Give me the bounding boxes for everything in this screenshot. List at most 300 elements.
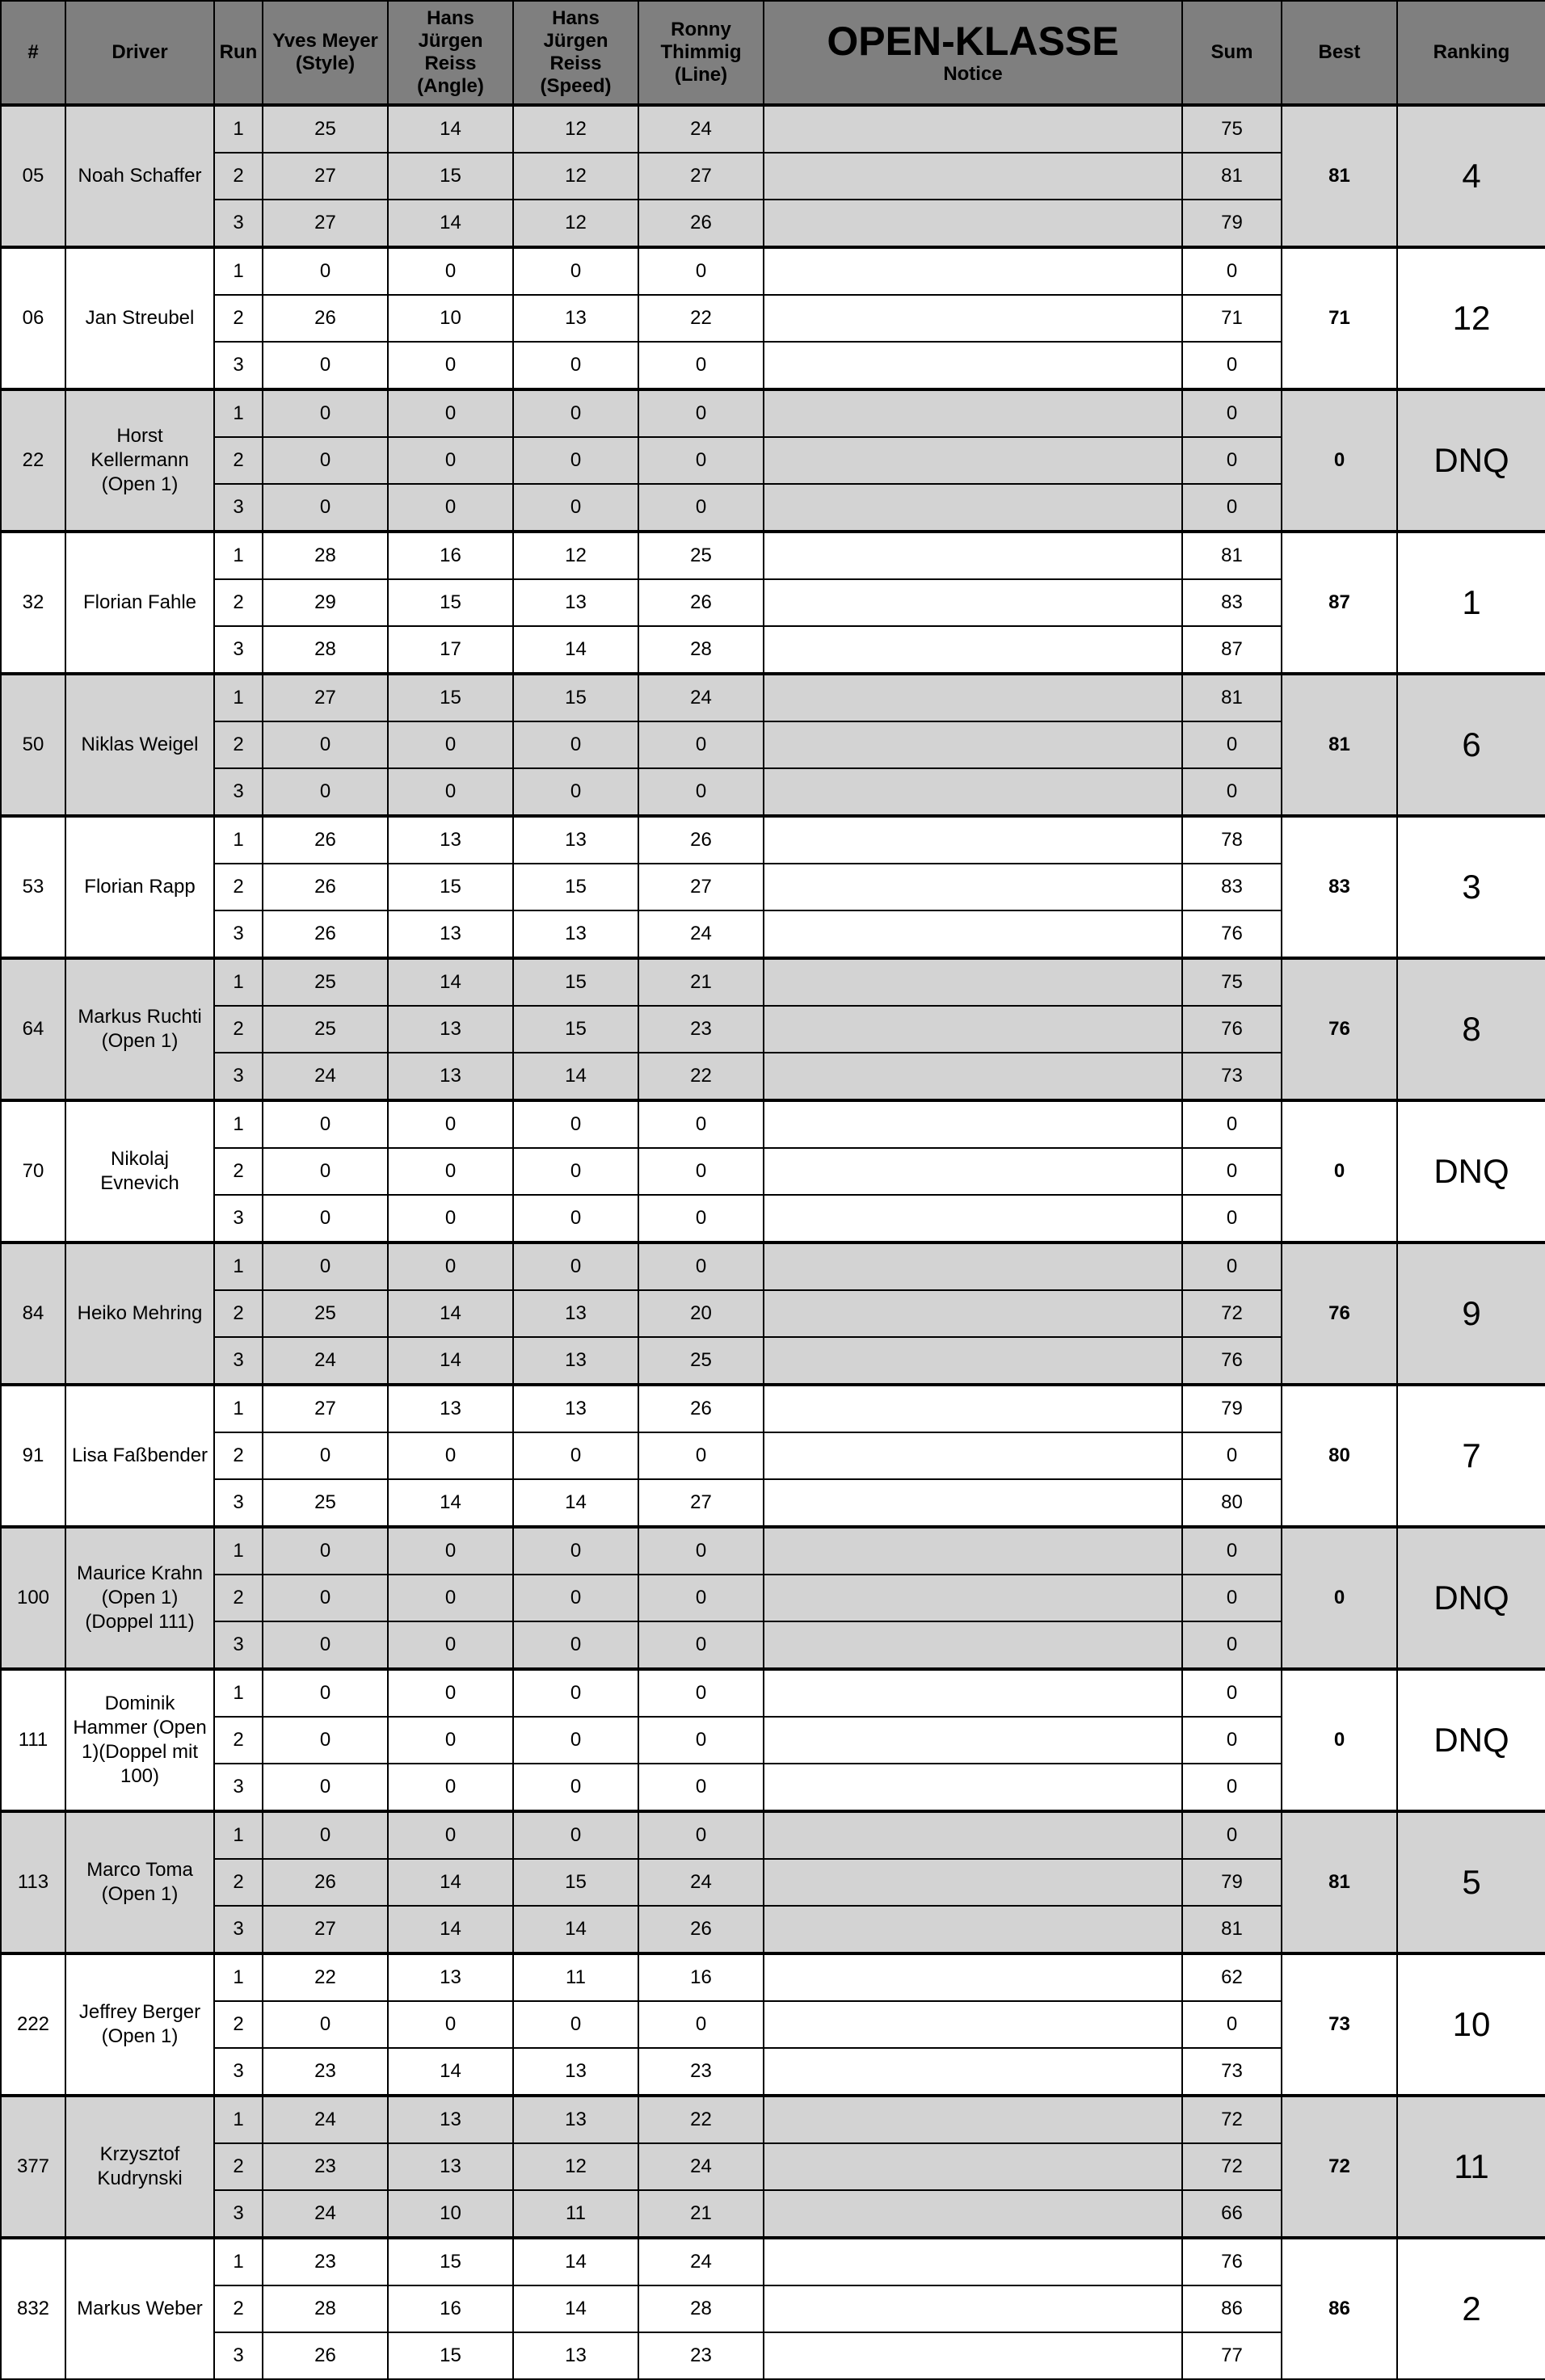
driver-name-cell: Florian Rapp <box>65 816 214 958</box>
score-line-cell: 0 <box>638 1669 764 1717</box>
score-line-cell: 20 <box>638 1290 764 1337</box>
sum-cell: 72 <box>1182 2143 1282 2190</box>
table-row <box>1 247 1545 295</box>
score-line-cell: 0 <box>638 1432 764 1479</box>
table-row <box>1 816 1545 864</box>
driver-name-cell: Florian Fahle <box>65 532 214 674</box>
table-row <box>1 958 1545 1006</box>
sum-cell: 73 <box>1182 1053 1282 1100</box>
score-angle-cell: 13 <box>388 1053 513 1100</box>
score-line-cell: 0 <box>638 1527 764 1575</box>
score-line-cell: 0 <box>638 1100 764 1148</box>
score-speed-cell: 0 <box>513 1717 638 1764</box>
score-style-cell: 0 <box>263 1195 388 1243</box>
score-style-cell: 0 <box>263 721 388 768</box>
notice-cell <box>764 2238 1182 2285</box>
ranking-cell: DNQ <box>1397 1527 1545 1669</box>
score-angle-cell: 0 <box>388 1764 513 1811</box>
score-angle-cell: 13 <box>388 1385 513 1432</box>
score-line-cell: 0 <box>638 1621 764 1669</box>
run-number-cell: 1 <box>214 2238 263 2285</box>
score-line-cell: 27 <box>638 153 764 200</box>
notice-cell <box>764 342 1182 389</box>
score-speed-cell: 15 <box>513 1006 638 1053</box>
score-style-cell: 26 <box>263 816 388 864</box>
score-style-cell: 0 <box>263 2001 388 2048</box>
driver-number-cell: 70 <box>1 1100 65 1243</box>
score-style-cell: 25 <box>263 1479 388 1527</box>
ranking-cell: 8 <box>1397 958 1545 1100</box>
sum-cell: 0 <box>1182 342 1282 389</box>
sum-cell: 76 <box>1182 1006 1282 1053</box>
score-style-cell: 0 <box>263 1148 388 1195</box>
notice-cell <box>764 674 1182 721</box>
score-line-cell: 23 <box>638 2048 764 2096</box>
best-cell: 81 <box>1282 1811 1397 1953</box>
score-angle-cell: 15 <box>388 864 513 910</box>
notice-cell <box>764 1859 1182 1906</box>
score-style-cell: 28 <box>263 2285 388 2332</box>
score-angle-cell: 14 <box>388 1859 513 1906</box>
score-angle-cell: 0 <box>388 1243 513 1290</box>
run-number-cell: 1 <box>214 1527 263 1575</box>
score-angle-cell: 14 <box>388 958 513 1006</box>
score-line-cell: 25 <box>638 1337 764 1385</box>
driver-name-cell: Lisa Faßbender <box>65 1385 214 1527</box>
score-line-cell: 26 <box>638 200 764 247</box>
best-cell: 86 <box>1282 2238 1397 2379</box>
ranking-cell: 12 <box>1397 247 1545 389</box>
score-speed-cell: 14 <box>513 1906 638 1953</box>
notice-cell <box>764 1148 1182 1195</box>
score-speed-cell: 14 <box>513 626 638 674</box>
score-line-cell: 16 <box>638 1953 764 2001</box>
driver-name-cell: Maurice Krahn (Open 1)(Doppel 111) <box>65 1527 214 1669</box>
best-cell: 0 <box>1282 389 1397 532</box>
score-angle-cell: 13 <box>388 910 513 958</box>
header-judge-line-line: (Line) <box>674 64 728 86</box>
driver-number-cell: 91 <box>1 1385 65 1527</box>
run-number-cell: 1 <box>214 247 263 295</box>
sum-cell: 81 <box>1182 532 1282 579</box>
header-judge-speed-line: Reiss <box>549 53 602 74</box>
sum-cell: 87 <box>1182 626 1282 674</box>
class-title: OPEN-KLASSE <box>827 19 1119 64</box>
score-angle-cell: 13 <box>388 816 513 864</box>
run-number-cell: 2 <box>214 864 263 910</box>
sum-cell: 0 <box>1182 247 1282 295</box>
score-speed-cell: 0 <box>513 247 638 295</box>
score-style-cell: 0 <box>263 437 388 484</box>
score-speed-cell: 11 <box>513 1953 638 2001</box>
score-line-cell: 0 <box>638 1811 764 1859</box>
score-line-cell: 0 <box>638 721 764 768</box>
score-style-cell: 25 <box>263 105 388 153</box>
notice-cell <box>764 2048 1182 2096</box>
notice-cell <box>764 1621 1182 1669</box>
ranking-cell: 3 <box>1397 816 1545 958</box>
score-angle-cell: 0 <box>388 1669 513 1717</box>
run-number-cell: 1 <box>214 532 263 579</box>
sum-cell: 0 <box>1182 1148 1282 1195</box>
score-style-cell: 0 <box>263 768 388 816</box>
score-angle-cell: 15 <box>388 2332 513 2379</box>
header-judge-speed <box>513 1 638 105</box>
notice-cell <box>764 2332 1182 2379</box>
run-number-cell: 3 <box>214 768 263 816</box>
notice-cell <box>764 768 1182 816</box>
score-style-cell: 0 <box>263 1243 388 1290</box>
score-line-cell: 23 <box>638 1006 764 1053</box>
header-judge-speed-line: Hans <box>552 7 600 29</box>
driver-name-cell: Niklas Weigel <box>65 674 214 816</box>
score-speed-cell: 13 <box>513 2332 638 2379</box>
score-speed-cell: 12 <box>513 532 638 579</box>
sum-cell: 83 <box>1182 579 1282 626</box>
score-angle-cell: 14 <box>388 2048 513 2096</box>
notice-cell <box>764 579 1182 626</box>
sum-cell: 0 <box>1182 1621 1282 1669</box>
notice-cell <box>764 721 1182 768</box>
header-judge-angle-line: (Angle) <box>417 75 484 97</box>
sum-cell: 62 <box>1182 1953 1282 2001</box>
score-angle-cell: 13 <box>388 1006 513 1053</box>
score-style-cell: 0 <box>263 342 388 389</box>
notice-cell <box>764 626 1182 674</box>
score-speed-cell: 14 <box>513 1053 638 1100</box>
sum-cell: 0 <box>1182 389 1282 437</box>
score-angle-cell: 0 <box>388 1621 513 1669</box>
score-speed-cell: 14 <box>513 1479 638 1527</box>
score-angle-cell: 10 <box>388 2190 513 2238</box>
notice-cell <box>764 1195 1182 1243</box>
header-notice: Notice <box>943 63 1003 85</box>
ranking-cell: 10 <box>1397 1953 1545 2096</box>
driver-number-cell: 84 <box>1 1243 65 1385</box>
score-style-cell: 0 <box>263 1100 388 1148</box>
best-cell: 76 <box>1282 1243 1397 1385</box>
ranking-cell: DNQ <box>1397 389 1545 532</box>
ranking-cell: 9 <box>1397 1243 1545 1385</box>
score-speed-cell: 0 <box>513 768 638 816</box>
best-cell: 0 <box>1282 1669 1397 1811</box>
ranking-cell: 6 <box>1397 674 1545 816</box>
sum-cell: 77 <box>1182 2332 1282 2379</box>
run-number-cell: 1 <box>214 1811 263 1859</box>
score-speed-cell: 0 <box>513 2001 638 2048</box>
run-number-cell: 3 <box>214 2190 263 2238</box>
header-driver: Driver <box>65 1 214 105</box>
score-style-cell: 23 <box>263 2238 388 2285</box>
score-speed-cell: 12 <box>513 153 638 200</box>
header-judge-speed-line: (Speed) <box>540 75 612 97</box>
table-row <box>1 1669 1545 1717</box>
sum-cell: 81 <box>1182 153 1282 200</box>
score-line-cell: 26 <box>638 816 764 864</box>
sum-cell: 0 <box>1182 721 1282 768</box>
notice-cell <box>764 247 1182 295</box>
notice-cell <box>764 389 1182 437</box>
notice-cell <box>764 200 1182 247</box>
run-number-cell: 2 <box>214 1432 263 1479</box>
score-line-cell: 0 <box>638 1195 764 1243</box>
score-angle-cell: 16 <box>388 2285 513 2332</box>
sum-cell: 73 <box>1182 2048 1282 2096</box>
sum-cell: 75 <box>1182 958 1282 1006</box>
ranking-cell: 7 <box>1397 1385 1545 1527</box>
sum-cell: 75 <box>1182 105 1282 153</box>
driver-number-cell: 06 <box>1 247 65 389</box>
driver-name-cell: Markus Ruchti (Open 1) <box>65 958 214 1100</box>
score-speed-cell: 13 <box>513 910 638 958</box>
score-speed-cell: 0 <box>513 1669 638 1717</box>
sum-cell: 86 <box>1182 2285 1282 2332</box>
run-number-cell: 2 <box>214 1006 263 1053</box>
score-speed-cell: 12 <box>513 2143 638 2190</box>
driver-number-cell: 32 <box>1 532 65 674</box>
table-row <box>1 532 1545 579</box>
run-number-cell: 2 <box>214 1575 263 1621</box>
run-number-cell: 3 <box>214 342 263 389</box>
score-line-cell: 0 <box>638 1148 764 1195</box>
score-angle-cell: 17 <box>388 626 513 674</box>
best-cell: 73 <box>1282 1953 1397 2096</box>
notice-cell <box>764 295 1182 342</box>
score-line-cell: 24 <box>638 105 764 153</box>
best-cell: 87 <box>1282 532 1397 674</box>
score-style-cell: 0 <box>263 1621 388 1669</box>
notice-cell <box>764 153 1182 200</box>
driver-name-cell: Marco Toma (Open 1) <box>65 1811 214 1953</box>
run-number-cell: 2 <box>214 437 263 484</box>
table-row <box>1 1527 1545 1575</box>
score-line-cell: 26 <box>638 1385 764 1432</box>
score-speed-cell: 0 <box>513 1148 638 1195</box>
score-line-cell: 25 <box>638 532 764 579</box>
driver-number-cell: 113 <box>1 1811 65 1953</box>
table-row <box>1 389 1545 437</box>
score-speed-cell: 14 <box>513 2285 638 2332</box>
score-line-cell: 0 <box>638 1243 764 1290</box>
score-speed-cell: 15 <box>513 864 638 910</box>
score-speed-cell: 0 <box>513 342 638 389</box>
notice-cell <box>764 437 1182 484</box>
notice-cell <box>764 2001 1182 2048</box>
header-judge-style-line: (Style) <box>295 53 356 74</box>
notice-cell <box>764 864 1182 910</box>
sum-cell: 71 <box>1182 295 1282 342</box>
notice-cell <box>764 2143 1182 2190</box>
run-number-cell: 3 <box>214 1337 263 1385</box>
score-angle-cell: 0 <box>388 1527 513 1575</box>
score-speed-cell: 13 <box>513 1337 638 1385</box>
score-speed-cell: 15 <box>513 1859 638 1906</box>
score-angle-cell: 0 <box>388 247 513 295</box>
score-style-cell: 0 <box>263 1717 388 1764</box>
run-number-cell: 2 <box>214 721 263 768</box>
score-line-cell: 22 <box>638 1053 764 1100</box>
sum-cell: 79 <box>1182 1859 1282 1906</box>
table-row <box>1 1953 1545 2001</box>
driver-number-cell: 50 <box>1 674 65 816</box>
driver-number-cell: 22 <box>1 389 65 532</box>
table-row <box>1 1385 1545 1432</box>
score-speed-cell: 12 <box>513 200 638 247</box>
score-line-cell: 0 <box>638 768 764 816</box>
table-row <box>1 1100 1545 1148</box>
score-line-cell: 0 <box>638 389 764 437</box>
table-row <box>1 1243 1545 1290</box>
run-number-cell: 3 <box>214 2332 263 2379</box>
run-number-cell: 3 <box>214 1053 263 1100</box>
score-line-cell: 26 <box>638 1906 764 1953</box>
score-speed-cell: 0 <box>513 1764 638 1811</box>
score-angle-cell: 13 <box>388 2096 513 2143</box>
score-line-cell: 0 <box>638 2001 764 2048</box>
header-judge-line <box>638 1 764 105</box>
table-row <box>1 2238 1545 2285</box>
notice-cell <box>764 2190 1182 2238</box>
ranking-cell: 2 <box>1397 2238 1545 2379</box>
score-angle-cell: 0 <box>388 437 513 484</box>
run-number-cell: 1 <box>214 958 263 1006</box>
notice-cell <box>764 484 1182 532</box>
score-speed-cell: 0 <box>513 1811 638 1859</box>
notice-cell <box>764 958 1182 1006</box>
run-number-cell: 2 <box>214 579 263 626</box>
score-angle-cell: 0 <box>388 1148 513 1195</box>
sum-cell: 81 <box>1182 1906 1282 1953</box>
notice-cell <box>764 1432 1182 1479</box>
score-line-cell: 24 <box>638 2238 764 2285</box>
sum-cell: 0 <box>1182 1527 1282 1575</box>
run-number-cell: 1 <box>214 2096 263 2143</box>
score-speed-cell: 0 <box>513 437 638 484</box>
score-speed-cell: 0 <box>513 1100 638 1148</box>
score-style-cell: 24 <box>263 1337 388 1385</box>
header-class-notice <box>764 1 1182 105</box>
header-judge-angle-line: Hans <box>427 7 474 29</box>
score-angle-cell: 13 <box>388 1953 513 2001</box>
score-line-cell: 22 <box>638 295 764 342</box>
score-speed-cell: 13 <box>513 2048 638 2096</box>
score-style-cell: 0 <box>263 389 388 437</box>
driver-name-cell: Horst Kellermann (Open 1) <box>65 389 214 532</box>
score-style-cell: 26 <box>263 295 388 342</box>
score-speed-cell: 13 <box>513 2096 638 2143</box>
notice-cell <box>764 1527 1182 1575</box>
driver-number-cell: 377 <box>1 2096 65 2238</box>
sum-cell: 0 <box>1182 1575 1282 1621</box>
score-line-cell: 23 <box>638 2332 764 2379</box>
notice-cell <box>764 1575 1182 1621</box>
best-cell: 83 <box>1282 816 1397 958</box>
sum-cell: 0 <box>1182 1100 1282 1148</box>
score-angle-cell: 15 <box>388 579 513 626</box>
best-cell: 80 <box>1282 1385 1397 1527</box>
sum-cell: 0 <box>1182 484 1282 532</box>
score-line-cell: 24 <box>638 1859 764 1906</box>
score-speed-cell: 15 <box>513 958 638 1006</box>
run-number-cell: 3 <box>214 2048 263 2096</box>
score-angle-cell: 0 <box>388 1100 513 1148</box>
score-style-cell: 0 <box>263 247 388 295</box>
score-line-cell: 24 <box>638 910 764 958</box>
score-style-cell: 24 <box>263 2096 388 2143</box>
ranking-cell: 4 <box>1397 105 1545 247</box>
score-speed-cell: 13 <box>513 816 638 864</box>
run-number-cell: 1 <box>214 1243 263 1290</box>
ranking-cell: DNQ <box>1397 1100 1545 1243</box>
best-cell: 0 <box>1282 1527 1397 1669</box>
run-number-cell: 1 <box>214 1385 263 1432</box>
score-style-cell: 27 <box>263 200 388 247</box>
score-speed-cell: 13 <box>513 295 638 342</box>
notice-cell <box>764 816 1182 864</box>
driver-number-cell: 111 <box>1 1669 65 1811</box>
sum-cell: 66 <box>1182 2190 1282 2238</box>
header-sum: Sum <box>1182 1 1282 105</box>
score-style-cell: 27 <box>263 1385 388 1432</box>
score-line-cell: 21 <box>638 2190 764 2238</box>
notice-cell <box>764 1053 1182 1100</box>
best-cell: 81 <box>1282 674 1397 816</box>
driver-number-cell: 222 <box>1 1953 65 2096</box>
sum-cell: 83 <box>1182 864 1282 910</box>
run-number-cell: 3 <box>214 910 263 958</box>
run-number-cell: 3 <box>214 626 263 674</box>
run-number-cell: 2 <box>214 2285 263 2332</box>
run-number-cell: 2 <box>214 295 263 342</box>
notice-cell <box>764 1953 1182 2001</box>
run-number-cell: 2 <box>214 1717 263 1764</box>
run-number-cell: 1 <box>214 1953 263 2001</box>
notice-cell <box>764 910 1182 958</box>
sum-cell: 0 <box>1182 2001 1282 2048</box>
score-style-cell: 0 <box>263 1764 388 1811</box>
score-line-cell: 0 <box>638 484 764 532</box>
score-speed-cell: 13 <box>513 1385 638 1432</box>
run-number-cell: 3 <box>214 1195 263 1243</box>
score-speed-cell: 12 <box>513 105 638 153</box>
driver-name-cell: Jeffrey Berger (Open 1) <box>65 1953 214 2096</box>
score-style-cell: 26 <box>263 2332 388 2379</box>
score-angle-cell: 15 <box>388 2238 513 2285</box>
run-number-cell: 1 <box>214 816 263 864</box>
score-line-cell: 28 <box>638 626 764 674</box>
ranking-cell: 11 <box>1397 2096 1545 2238</box>
header-judge-angle-line: Jürgen <box>418 30 483 52</box>
score-style-cell: 0 <box>263 1432 388 1479</box>
score-speed-cell: 13 <box>513 1290 638 1337</box>
score-style-cell: 0 <box>263 1811 388 1859</box>
table-row <box>1 2096 1545 2143</box>
sum-cell: 79 <box>1182 1385 1282 1432</box>
score-line-cell: 0 <box>638 437 764 484</box>
table-row <box>1 105 1545 153</box>
run-number-cell: 3 <box>214 1764 263 1811</box>
score-angle-cell: 0 <box>388 2001 513 2048</box>
score-speed-cell: 0 <box>513 1527 638 1575</box>
header-judge-angle-line: Reiss <box>424 53 477 74</box>
driver-number-cell: 64 <box>1 958 65 1100</box>
results-body <box>1 105 1545 2379</box>
score-speed-cell: 0 <box>513 1195 638 1243</box>
driver-name-cell: Heiko Mehring <box>65 1243 214 1385</box>
notice-cell <box>764 1811 1182 1859</box>
header-number: # <box>1 1 65 105</box>
score-line-cell: 22 <box>638 2096 764 2143</box>
